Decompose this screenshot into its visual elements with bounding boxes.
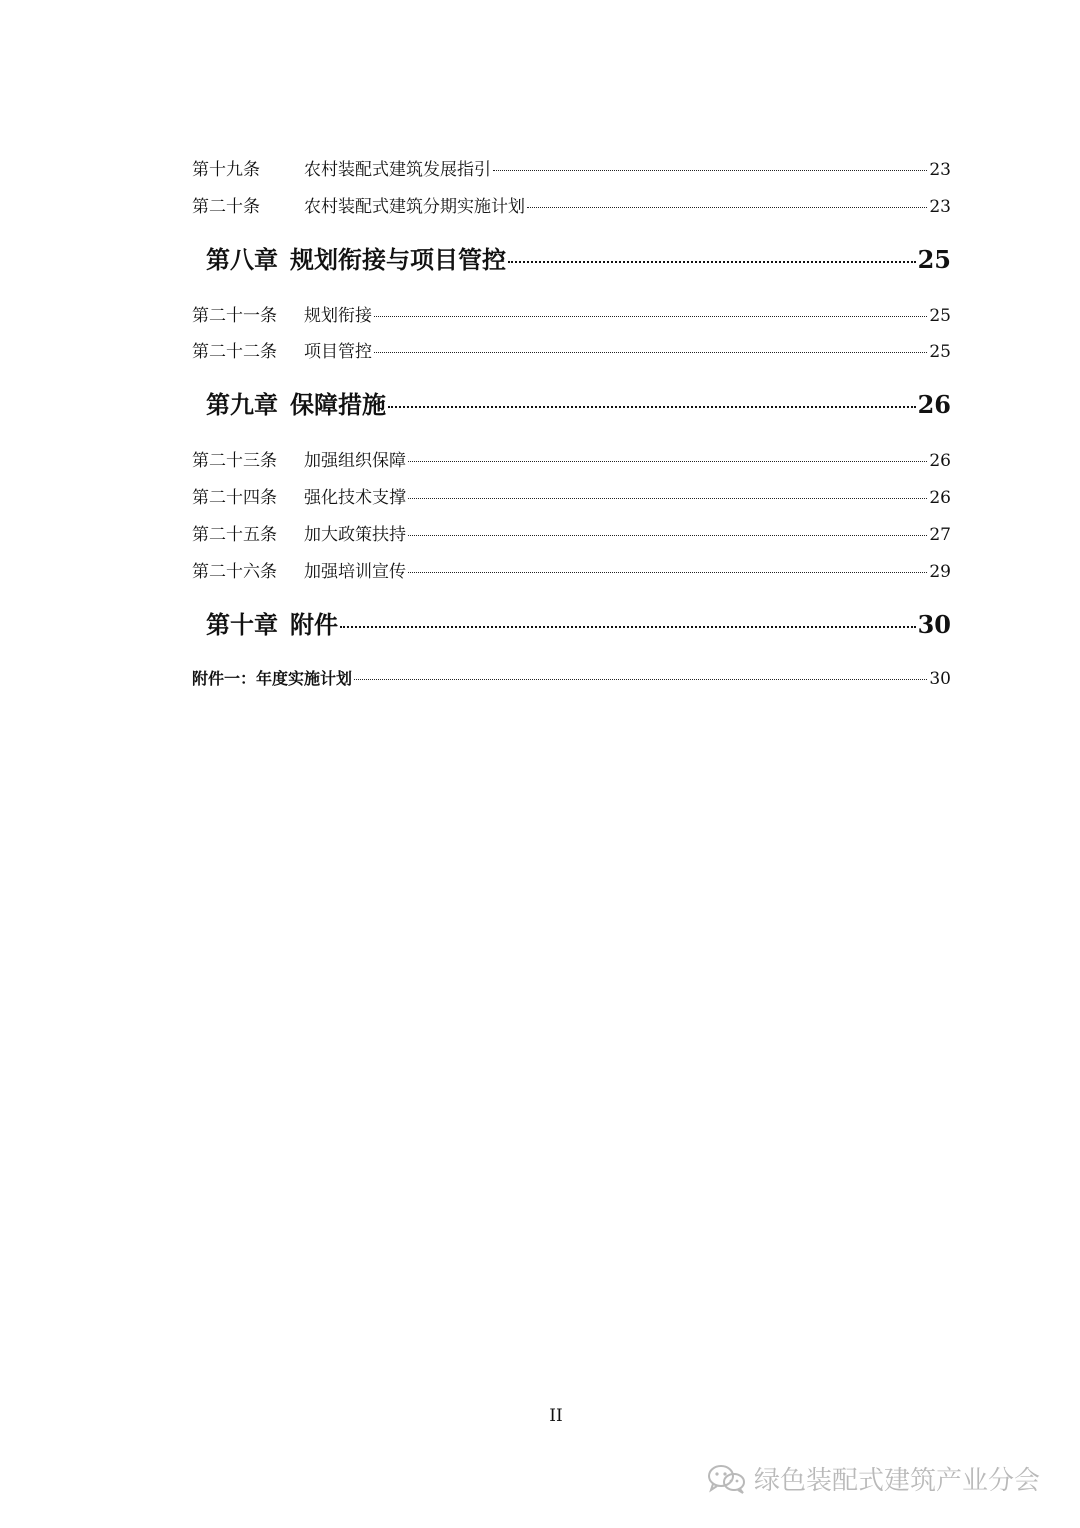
toc-entry-page: 26 (929, 451, 951, 471)
toc-entry-title: 规划衔接 (304, 306, 372, 326)
toc-entry[interactable] (192, 337, 951, 361)
toc-entry-page: 27 (929, 525, 951, 545)
page-number: II (549, 1406, 563, 1426)
toc-chapter-entry[interactable] (206, 240, 951, 274)
dot-leader (388, 406, 916, 408)
wechat-icon (706, 1463, 748, 1495)
toc-entry-page: 25 (929, 342, 951, 362)
toc-entry-title: 农村装配式建筑发展指引 (304, 160, 491, 180)
dot-leader (493, 170, 927, 171)
toc-entry-page: 23 (929, 197, 951, 217)
toc-entry-title: 加强组织保障 (304, 451, 406, 471)
watermark-text: 绿色装配式建筑产业分会 (754, 1466, 1041, 1496)
toc-entry-number: 第二十六条 (192, 562, 277, 582)
toc-chapter-number: 第十章 (206, 610, 278, 639)
toc-chapter-entry[interactable] (206, 385, 951, 419)
dot-leader (408, 535, 927, 536)
toc-chapter-number: 第九章 (206, 390, 278, 419)
toc-entry-title: 农村装配式建筑分期实施计划 (304, 197, 525, 217)
toc-entry[interactable] (192, 155, 951, 179)
toc-entry-number: 第二十二条 (192, 342, 277, 362)
toc-entry-number: 第二十条 (192, 197, 260, 217)
toc-appendix-entry[interactable] (192, 666, 951, 690)
toc-entry-page: 29 (929, 562, 951, 582)
dot-leader (354, 679, 927, 680)
dot-leader (408, 498, 927, 499)
toc-chapter-entry[interactable] (206, 605, 951, 639)
toc-appendix-page: 30 (929, 669, 951, 689)
toc-entry-number: 第二十三条 (192, 451, 277, 471)
toc-entry-number: 第十九条 (192, 160, 260, 180)
toc-entry[interactable] (192, 483, 951, 507)
toc-chapter-title: 规划衔接与项目管控 (290, 245, 506, 274)
toc-entry-number: 第二十五条 (192, 525, 277, 545)
toc-entry-number: 第二十一条 (192, 306, 277, 326)
dot-leader (408, 461, 927, 462)
toc-entry-page: 26 (929, 488, 951, 508)
toc-entry[interactable] (192, 520, 951, 544)
toc-entry-title: 强化技术支撑 (304, 488, 406, 508)
toc-entry-title: 项目管控 (304, 342, 372, 362)
watermark (706, 1460, 1040, 1497)
toc-chapter-page: 30 (917, 610, 951, 639)
toc-entry-page: 25 (929, 306, 951, 326)
toc-entry[interactable] (192, 557, 951, 581)
dot-leader (527, 207, 927, 208)
toc-entry[interactable] (192, 301, 951, 325)
dot-leader (374, 316, 927, 317)
toc-entry-page: 23 (929, 160, 951, 180)
toc-entry[interactable] (192, 192, 951, 216)
toc-chapter-page: 25 (917, 245, 951, 274)
dot-leader (408, 572, 927, 573)
toc-entry-number: 第二十四条 (192, 488, 277, 508)
toc-entry-title: 加强培训宣传 (304, 562, 406, 582)
toc-chapter-number: 第八章 (206, 245, 278, 274)
dot-leader (340, 626, 916, 628)
toc-appendix-title: 附件一：年度实施计划 (192, 669, 353, 688)
toc-chapter-page: 26 (917, 390, 951, 419)
toc-entry-title: 加大政策扶持 (304, 525, 406, 545)
toc-chapter-title: 附件 (290, 610, 338, 639)
dot-leader (508, 261, 916, 263)
dot-leader (374, 352, 927, 353)
toc-entry[interactable] (192, 446, 951, 470)
toc-chapter-title: 保障措施 (290, 390, 386, 419)
